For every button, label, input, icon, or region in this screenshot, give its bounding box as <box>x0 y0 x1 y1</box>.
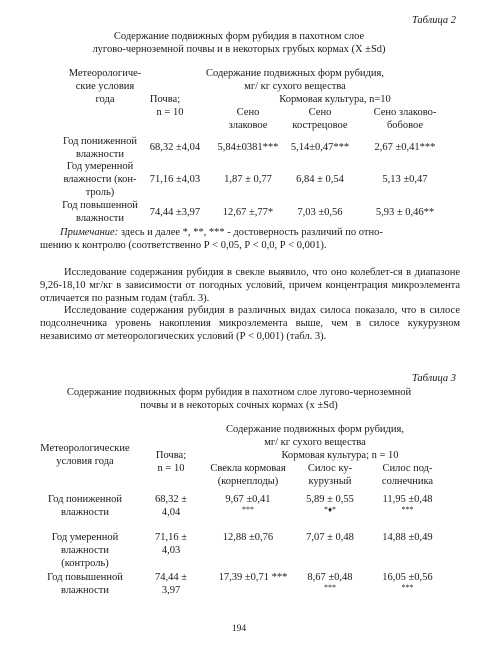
table3-label: Таблица 3 <box>411 373 456 384</box>
table2-row-soil: 74,44 ±3,97 <box>149 207 201 218</box>
table3-row-beet-significance: *** <box>242 505 254 514</box>
table2-row-hay-mix: 2,67 ±0,41*** <box>374 142 436 153</box>
table2-row-condition-2: влажности <box>76 149 124 160</box>
table2-header-content-1: Содержание подвижных форм рубидия, <box>206 68 384 79</box>
table3-row-beet: 17,39 ±0,71 *** <box>218 572 288 583</box>
table2-row-condition-2: влажности (кон- <box>63 174 137 185</box>
table2-header-hay-mix-2: бобовое <box>386 120 424 131</box>
table3-row-beet: 9,67 ±0,41 <box>225 494 271 505</box>
table3-row-corn-significance: *♦* <box>323 505 337 514</box>
table3-row-corn: 8,67 ±0,48 <box>307 572 353 583</box>
table2-note-line1 <box>60 226 460 239</box>
table3-header-content-2: мг/ кг сухого вещества <box>264 437 366 448</box>
table2-header-hay-fescue-2: кострецовое <box>292 120 348 131</box>
table3-row-condition-1: Год повышенной <box>47 572 123 583</box>
table2-row-hay-mix: 5,13 ±0,47 <box>382 174 428 185</box>
table3-header-content-1: Содержание подвижных форм рубидия, <box>226 424 404 435</box>
table3-row-condition-2: влажности <box>61 507 109 518</box>
table2-row-hay-legume: 1,87 ± 0,77 <box>224 174 272 185</box>
table2-row-hay-mix: 5,93 ± 0,46** <box>375 207 435 218</box>
table3-row-soil-1: 71,16 ± <box>154 532 187 543</box>
table2-header-hay-legume-2: злаковое <box>228 120 268 131</box>
table3-header-sunflower-1: Силос под- <box>382 463 433 474</box>
table2-header-conditions-1: Метеорологиче- <box>68 68 142 79</box>
table3-row-soil-2: 4,04 <box>161 507 181 518</box>
table3-title-line1: Содержание подвижных форм рубидия в пахотном слое лугово-черноземной <box>66 387 412 398</box>
table2-header-content-2: мг/ кг сухого вещества <box>244 81 346 92</box>
table2-note-text: здесь и далее *, **, *** - достоверность различий по отно- <box>118 227 383 238</box>
table3-row-beet: 12,88 ±0,76 <box>222 532 274 543</box>
table2-header-hay-legume-1: Сено <box>236 107 260 118</box>
table2-header-soil-1: Почва; <box>149 94 181 105</box>
table2-header-soil-2: n = 10 <box>156 107 184 118</box>
table3-row-soil-2: 3,97 <box>161 585 181 596</box>
table3-header-conditions-1: Метеорологические <box>40 443 130 454</box>
table2-note-label: Примечание: <box>60 227 119 238</box>
table3-row-sunflower-significance: *** <box>401 505 414 514</box>
table3-header-corn-2: курузный <box>308 476 352 487</box>
table2-note-line2: шению к контролю (соответственно Р < 0,05, Р < 0,0, Р < 0,001). <box>40 240 327 251</box>
table3-header-conditions-2: условия года <box>56 456 114 467</box>
table3-row-sunflower: 16,05 ±0,56 <box>382 572 433 583</box>
table2-label: Таблица 2 <box>411 15 456 26</box>
table3-row-sunflower: 11,95 ±0,48 <box>382 494 433 505</box>
table3-row-corn: 5,89 ± 0,55 <box>306 494 354 505</box>
table2-row-soil: 71,16 ±4,03 <box>149 174 201 185</box>
table3-header-soil-2: n = 10 <box>157 463 185 474</box>
table3-row-condition-1: Год пониженной <box>47 494 123 505</box>
table2-row-hay-fescue: 5,14±0,47*** <box>290 142 350 153</box>
table3-row-corn-significance: *** <box>324 583 336 592</box>
table3-row-condition-1: Год умеренной <box>51 532 119 543</box>
table2-title-line1: Содержание подвижных форм рубидия в пахотном слое <box>113 31 365 42</box>
table2-row-hay-fescue: 6,84 ± 0,54 <box>296 174 344 185</box>
table3-header-soil-1: Почва; <box>155 450 187 461</box>
table3-row-condition-3: (контроль) <box>61 558 109 569</box>
table3-header-corn-1: Силос ку- <box>307 463 353 474</box>
table2-row-hay-legume: 5,84±0381*** <box>217 142 279 153</box>
table3-row-sunflower-significance: *** <box>401 583 414 592</box>
table2-row-condition-2: влажности <box>76 213 124 224</box>
table3-row-soil-2: 4,03 <box>161 545 181 556</box>
table2-row-condition-1: Год умеренной <box>66 161 134 172</box>
table3-row-soil-1: 74,44 ± <box>154 572 187 583</box>
table2-header-hay-mix-1: Сено злаково- <box>373 107 437 118</box>
table2-row-condition-1: Год повышенной <box>62 200 138 211</box>
table3-row-corn: 7,07 ± 0,48 <box>306 532 354 543</box>
table2-row-soil: 68,32 ±4,04 <box>149 142 201 153</box>
table2-header-conditions-3: года <box>95 94 115 105</box>
body-paragraph-1: Исследование содержания рубидия в свекле выявило, что оно колеблет-ся в диапазоне 9,26-18,10 мг/кг в зависимости от погодных условий, причем концентрация микроэлемента отличается по разным годам (табл. 3). <box>40 267 460 305</box>
table2-row-condition-1: Год пониженной <box>62 136 138 147</box>
table3-header-sunflower-2: солнечника <box>381 476 434 487</box>
table2-row-hay-fescue: 7,03 ±0,56 <box>297 207 343 218</box>
table2-row-hay-legume: 12,67 ±,77* <box>222 207 274 218</box>
table3-row-soil-1: 68,32 ± <box>154 494 187 505</box>
body-paragraph-2: Исследование содержания рубидия в различных видах силоса показало, что в силосе подсолнечника уровень накопления микроэлемента выше, чем в силосе кукурузном независимо от метеорологических условий (Р < 0,001) (табл. 3). <box>40 305 460 343</box>
table3-row-condition-2: влажности <box>61 545 109 556</box>
table3-header-beet-2: (корнеплоды) <box>217 476 279 487</box>
table2-row-condition-3: троль) <box>85 187 115 198</box>
table3-row-condition-2: влажности <box>61 585 109 596</box>
page-number: 194 <box>231 624 247 634</box>
table3-row-sunflower: 14,88 ±0,49 <box>382 532 433 543</box>
table2-header-conditions-2: ские условия <box>75 81 135 92</box>
table2-header-hay-fescue-1: Сено <box>308 107 332 118</box>
table2-header-feed: Кормовая культура, n=10 <box>279 94 391 105</box>
table3-header-feed: Кормовая культура; n = 10 <box>281 450 399 461</box>
table3-header-beet-1: Свекла кормовая <box>210 463 286 474</box>
table3-title-line2: почвы и в некоторых сочных кормах (x ±Sd) <box>140 400 338 411</box>
table2-title-line2: лугово-черноземной почвы и в некоторых грубых кормах (X ±Sd) <box>92 44 386 55</box>
